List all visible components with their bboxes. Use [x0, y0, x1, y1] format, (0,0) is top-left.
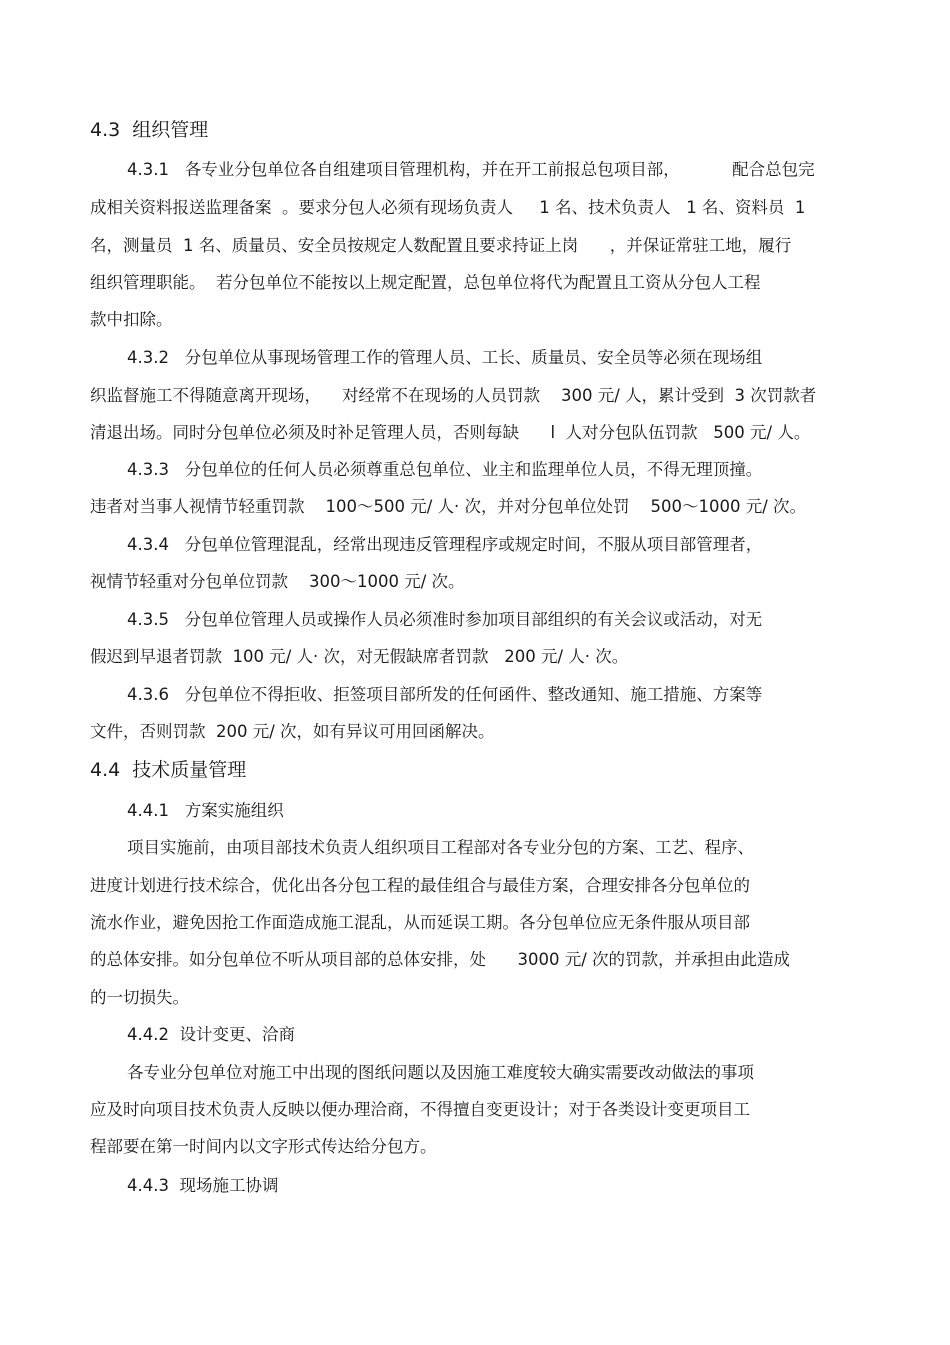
paragraph-line: 流水作业，避免因抢工作面造成施工混乱，从而延误工期。各分包单位应无条件服从项目部 [90, 913, 750, 932]
paragraph-line: 文件，否则罚款 200 元/ 次，如有异议可用回函解决。 [90, 722, 495, 741]
paragraph-line: 应及时向项目技术负责人反映以便办理洽商，不得擅自变更设计；对于各类设计变更项目工 [90, 1100, 750, 1119]
subsection-title-4-4-1: 4.4.1 方案实施组织 [127, 801, 284, 820]
subsection-title-4-4-3: 4.4.3 现场施工协调 [127, 1176, 279, 1195]
paragraph-line: 程部要在第一时间内以文字形式传达给分包方。 [90, 1137, 437, 1156]
paragraph-line: 款中扣除。 [90, 310, 173, 329]
paragraph-line: 的一切损失。 [90, 988, 189, 1007]
paragraph-line: 4.3.4 分包单位管理混乱，经常出现违反管理程序或规定时间，不服从项目部管理者， [127, 535, 763, 554]
paragraph-line: 进度计划进行技术综合，优化出各分包工程的最佳组合与最佳方案，合理安排各分包单位的 [90, 876, 750, 895]
paragraph-line: 4.3.6 分包单位不得拒收、拒签项目部所发的任何函件、整改通知、施工措施、方案等 [127, 685, 763, 704]
paragraph-line: 名，测量员 1 名、质量员、安全员按规定人数配置且要求持证上岗 ，并保证常驻工地，履行 [90, 236, 792, 255]
paragraph-line: 视情节轻重对分包单位罚款 300～1000 元/ 次。 [90, 572, 465, 591]
paragraph-line: 的总体安排。如分包单位不听从项目部的总体安排，处 3000 元/ 次的罚款，并承担由此造成 [90, 950, 791, 969]
subsection-title-4-4-2: 4.4.2 设计变更、洽商 [127, 1025, 295, 1044]
paragraph-line: 项目实施前，由项目部技术负责人组织项目工程部对各专业分包的方案、工艺、程序、 [127, 838, 754, 857]
section-heading-4-3: 4.3 组织管理 [90, 119, 209, 141]
paragraph-line: 4.3.5 分包单位管理人员或操作人员必须准时参加项目部组织的有关会议或活动，对无 [127, 610, 763, 629]
paragraph-line: 组织管理职能。 若分包单位不能按以上规定配置，总包单位将代为配置且工资从分包人工程 [90, 273, 761, 292]
section-heading-4-4: 4.4 技术质量管理 [90, 759, 247, 781]
paragraph-line: 清退出场。同时分包单位必须及时补足管理人员，否则每缺 l 人对分包队伍罚款 500 元/ 人。 [90, 423, 811, 442]
paragraph-line: 4.3.3 分包单位的任何人员必须尊重总包单位、业主和监理单位人员，不得无理顶撞。 [127, 460, 763, 479]
paragraph-line: 假迟到早退者罚款 100 元/ 人· 次，对无假缺席者罚款 200 元/ 人· 次。 [90, 647, 629, 666]
paragraph-line: 各专业分包单位对施工中出现的图纸问题以及因施工难度较大确实需要改动做法的事项 [127, 1063, 754, 1082]
paragraph-line: 4.3.2 分包单位从事现场管理工作的管理人员、工长、质量员、安全员等必须在现场组 [127, 348, 763, 367]
paragraph-line: 织监督施工不得随意离开现场， 对经常不在现场的人员罚款 300 元/ 人，累计受到 3 次罚款者 [90, 386, 817, 405]
paragraph-line: 4.3.1 各专业分包单位各自组建项目管理机构，并在开工前报总包项目部， 配合总包完 [127, 160, 815, 179]
paragraph-line: 违者对当事人视情节轻重罚款 100～500 元/ 人· 次，并对分包单位处罚 500～1000 元/ 次。 [90, 497, 807, 516]
paragraph-line: 成相关资料报送监理备案 。要求分包人必须有现场负责人 1 名、技术负责人 1 名、资料员 1 [90, 198, 806, 217]
